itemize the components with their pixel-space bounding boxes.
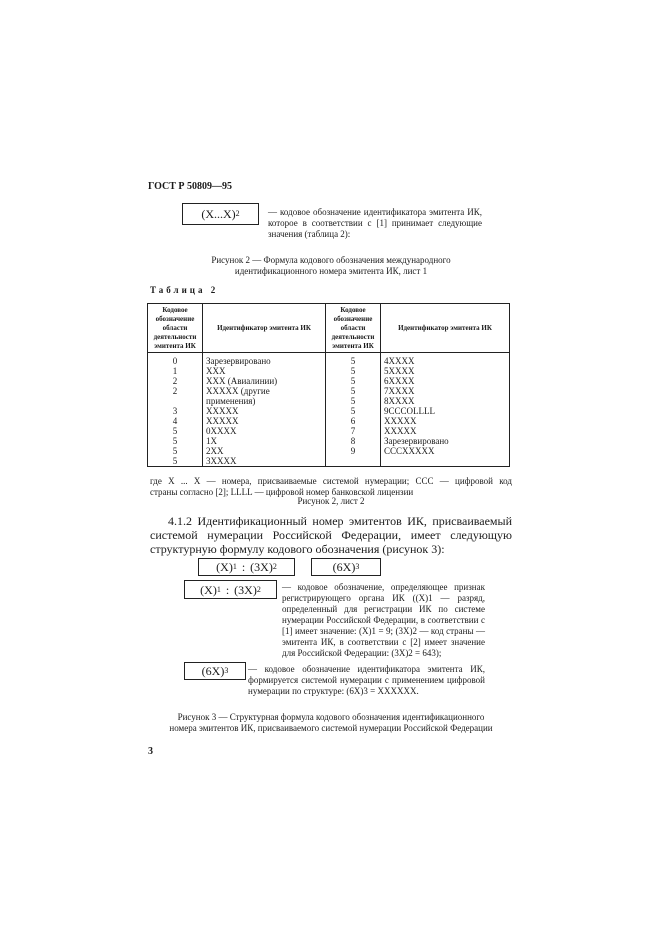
cell-issuer-id-left: XXXXX [203,416,326,426]
document-header: ГОСТ Р 50809—95 [148,181,233,192]
cell-area-code-right: 5 [326,396,381,406]
cell-issuer-id-right: 6XXXX [381,376,510,386]
page-number: 3 [148,746,153,757]
box3-6x3: (6X) [201,664,225,678]
cell-issuer-id-right: 7XXXX [381,386,510,396]
cell-issuer-id-right: XXXXX [381,426,510,436]
table-header-row [148,304,510,353]
cell-issuer-id-right: 9CCCOLLLL [381,406,510,416]
cell-area-code-right: 5 [326,376,381,386]
formula-box-right: (6X) 3 [311,558,381,576]
formula-box-left: (X) 1 : (3X) 2 [198,558,295,576]
identifier-description: — кодовое обозначение идентификатора эмитента ИК, которое в соответствии с [1] принимает следующие значения (таблица 2): [268,207,482,239]
cell-issuer-id-left: 2XX [203,446,326,456]
cell-area-code-left: 5 [148,436,203,446]
code-main: (X...X) [201,207,236,221]
cell-area-code-left: 1 [148,366,203,376]
cell-issuer-id-left: 1X [203,436,326,446]
table-row [148,386,510,396]
header-area-code-right: Кодовое обозначение области деятельности эмитента ИК [326,304,381,353]
cell-area-code-left: 5 [148,446,203,456]
cell-area-code-right: 5 [326,366,381,376]
cell-issuer-id-left: применения) [203,396,326,406]
table-row [148,396,510,406]
explanation-2-text: — кодовое обозначение идентификатора эмитента ИК, формируется системой нумерации с применением цифровой нумерации по структуре: (6X)3 = XXXXXX. [248,664,485,696]
cell-area-code-left: 5 [148,426,203,436]
cell-area-code-right: 5 [326,386,381,396]
cell-area-code-right: 8 [326,436,381,446]
cell-issuer-id-right: XXXXX [381,416,510,426]
cell-area-code-left [148,396,203,406]
table-2-title: Таблица 2 [150,285,219,295]
figure-3-caption-line2: номера эмитентов ИК, присваиваемого системой нумерации Российской Федерации [169,723,493,733]
box2-3x2: (3X) [234,582,257,597]
explanation-box-6x3: (6X) 3 [184,662,246,680]
cell-area-code-right [326,456,381,467]
table-row [148,446,510,456]
table-row [148,416,510,426]
explanation-box-x1-3x2: (X) 1 : (3X) 2 [184,580,277,599]
box2-x1: (X) [200,582,217,597]
table-row [148,456,510,467]
cell-issuer-id-left: XXX [203,366,326,376]
cell-issuer-id-left: Зарезервировано [203,353,326,367]
figure-2-caption-line1: Рисунок 2 — Формула кодового обозначения международного [211,255,451,265]
cell-area-code-right: 9 [326,446,381,456]
cell-area-code-left: 2 [148,376,203,386]
identifier-code-box: (X...X) 2 [182,203,259,225]
table-note-line2: страны согласно [2]; LLLL — цифровой номер банковской лицензии [150,487,414,497]
header-issuer-id-right: Идентификатор эмитента ИК [381,304,510,353]
cell-issuer-id-right: Зарезервировано [381,436,510,446]
table-note [150,476,512,498]
formula-3x2: (3X) [250,560,273,574]
cell-area-code-right: 6 [326,416,381,426]
cell-issuer-id-left: XXX (Авиалинии) [203,376,326,386]
cell-issuer-id-left: XXXXX (другие [203,386,326,396]
header-issuer-id-left: Идентификатор эмитента ИК [203,304,326,353]
cell-issuer-id-right: 8XXXX [381,396,510,406]
formula-x1: (X) [216,560,233,574]
cell-area-code-left: 2 [148,386,203,396]
cell-issuer-id-right: 5XXXX [381,366,510,376]
formula-separator: : [241,560,246,574]
explanation-1-text: — кодовое обозначение, определяющее признак регистрирующего органа ИК ((X)1 — разряд, определенный для регистрации ИК по системе нумерации Российской Федерации, в соответствии с [1] имеет значение: (X)1 = 9; (3X)2 — код страны — эмитента ИК, в соответствии с [2] имеет значение для Российской Федерации: (3X)2 = 643); [282,582,485,658]
cell-issuer-id-right: CCCXXXXX [381,446,510,456]
box2-separator: : [225,582,230,597]
cell-issuer-id-left: 0XXXX [203,426,326,436]
cell-issuer-id-left: XXXXX [203,406,326,416]
table-row [148,353,510,367]
table-row [148,366,510,376]
section-4-1-2-paragraph: 4.1.2 Идентификационный номер эмитентов ИК, присваиваемый системой нумерации Российской Федерации, имеет следующую структурную формулу кодового обозначения (рисунок 3): [150,514,512,556]
cell-area-code-right: 5 [326,406,381,416]
table-2 [147,303,510,467]
cell-issuer-id-right: 4XXXX [381,353,510,367]
cell-area-code-left: 4 [148,416,203,426]
cell-area-code-left: 3 [148,406,203,416]
header-area-code-left: Кодовое обозначение области деятельности эмитента ИК [148,304,203,353]
figure-2-caption-line2: идентификационного номера эмитента ИК, лист 1 [234,266,428,276]
cell-area-code-left: 5 [148,456,203,467]
table-row [148,406,510,416]
table-body [148,353,510,467]
formula-6x3: (6X) [332,560,356,574]
table-note-line1: где X ... X — номера, присваиваемые системой нумерации; CCC — цифровой код [150,476,512,486]
table-row [148,426,510,436]
cell-area-code-right: 5 [326,353,381,367]
cell-area-code-right: 7 [326,426,381,436]
cell-area-code-left: 0 [148,353,203,367]
figure-2-sheet-2-caption: Рисунок 2, лист 2 [297,496,365,506]
figure-3-caption [150,712,512,734]
cell-issuer-id-left: 3XXXX [203,456,326,467]
table-row [148,376,510,386]
figure-3-caption-line1: Рисунок 3 — Структурная формула кодового обозначения идентификационного [177,712,485,722]
table-row [148,436,510,446]
cell-issuer-id-right [381,456,510,467]
figure-2-caption [150,255,512,277]
